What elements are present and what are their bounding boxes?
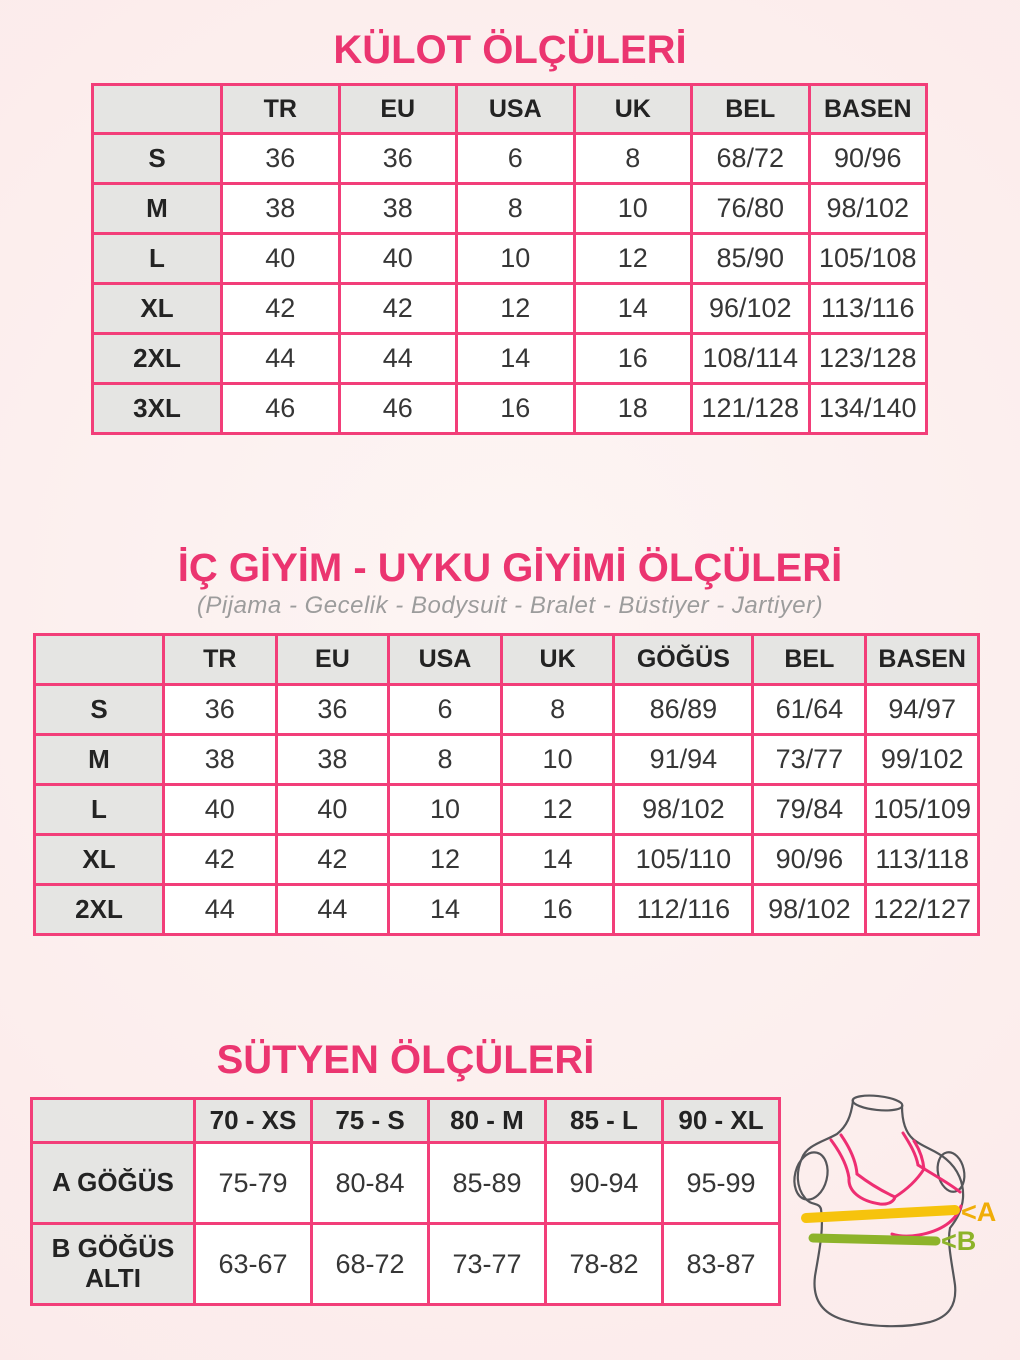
size-cell: 8 [389, 735, 502, 785]
size-cell: 36 [222, 134, 340, 184]
size-cell: 90/96 [809, 134, 927, 184]
size-cell: 61/64 [753, 685, 866, 735]
size-cell: 83-87 [663, 1224, 780, 1305]
table-row [93, 334, 927, 384]
left-arm-cut [790, 1149, 832, 1203]
size-cell: 12 [574, 234, 692, 284]
row-header: 3XL [93, 384, 222, 434]
row-header: 2XL [93, 334, 222, 384]
sutyen-section-title: SÜTYEN ÖLÇÜLERİ [216, 1038, 595, 1082]
size-cell: 40 [339, 234, 457, 284]
size-cell: 44 [276, 885, 389, 935]
size-cell: 8 [501, 685, 614, 735]
size-cell: 12 [389, 835, 502, 885]
column-header: USA [389, 635, 502, 685]
table-row [35, 785, 979, 835]
size-cell: 14 [501, 835, 614, 885]
row-header: S [93, 134, 222, 184]
corner-cell [35, 635, 164, 685]
size-cell: 79/84 [753, 785, 866, 835]
size-cell: 113/116 [809, 284, 927, 334]
size-cell: 121/128 [692, 384, 810, 434]
kulot-section-title: KÜLOT ÖLÇÜLERİ [333, 28, 687, 72]
sutyen-size-table [30, 1097, 781, 1306]
size-cell: 85-89 [429, 1143, 546, 1224]
size-cell: 6 [389, 685, 502, 735]
size-cell: 105/109 [866, 785, 979, 835]
size-cell: 36 [164, 685, 277, 735]
size-cell: 98/102 [753, 885, 866, 935]
size-cell: 112/116 [614, 885, 753, 935]
size-cell: 12 [457, 284, 575, 334]
corner-cell [93, 85, 222, 134]
size-cell: 10 [389, 785, 502, 835]
size-cell: 122/127 [866, 885, 979, 935]
size-cell: 123/128 [809, 334, 927, 384]
ic-giyim-section-subtitle: (Pijama - Gecelik - Bodysuit - Bralet - Büstiyer - Jartiyer) [196, 592, 824, 619]
size-cell: 86/89 [614, 685, 753, 735]
ic-giyim-section-title: İÇ GİYİM - UYKU GİYİMİ ÖLÇÜLERİ [177, 546, 843, 590]
size-cell: 94/97 [866, 685, 979, 735]
table-row [93, 284, 927, 334]
table-row [93, 234, 927, 284]
kulot-size-table [91, 83, 928, 435]
size-cell: 14 [389, 885, 502, 935]
column-header: USA [457, 85, 575, 134]
size-cell: 90-94 [546, 1143, 663, 1224]
size-cell: 44 [339, 334, 457, 384]
table-row [93, 134, 927, 184]
row-header: M [93, 184, 222, 234]
size-cell: 44 [222, 334, 340, 384]
size-cell: 73-77 [429, 1224, 546, 1305]
size-cell: 134/140 [809, 384, 927, 434]
bra-left-cup-top [857, 1174, 895, 1197]
corner-cell [32, 1099, 195, 1143]
size-cell: 38 [164, 735, 277, 785]
underbust-label: <B [941, 1226, 977, 1256]
column-header: GÖĞÜS [614, 635, 753, 685]
column-header: BASEN [866, 635, 979, 685]
column-header: 80 - M [429, 1099, 546, 1143]
size-cell: 38 [276, 735, 389, 785]
row-header: S [35, 685, 164, 735]
bra-left-strap-inner [841, 1135, 857, 1174]
size-cell: 113/118 [866, 835, 979, 885]
size-cell: 68-72 [312, 1224, 429, 1305]
size-cell: 63-67 [195, 1224, 312, 1305]
size-cell: 14 [574, 284, 692, 334]
size-cell: 46 [222, 384, 340, 434]
column-header: 90 - XL [663, 1099, 780, 1143]
size-cell: 99/102 [866, 735, 979, 785]
column-header: EU [276, 635, 389, 685]
size-cell: 90/96 [753, 835, 866, 885]
column-header: BASEN [809, 85, 927, 134]
size-cell: 44 [164, 885, 277, 935]
bra-measurement-diagram [790, 1088, 1020, 1328]
size-cell: 10 [457, 234, 575, 284]
size-cell: 68/72 [692, 134, 810, 184]
size-cell: 16 [501, 885, 614, 935]
size-cell: 96/102 [692, 284, 810, 334]
table-row [32, 1224, 780, 1305]
size-cell: 14 [457, 334, 575, 384]
size-cell: 42 [164, 835, 277, 885]
column-header: TR [222, 85, 340, 134]
size-cell: 16 [574, 334, 692, 384]
size-cell: 10 [501, 735, 614, 785]
size-cell: 46 [339, 384, 457, 434]
size-cell: 98/102 [809, 184, 927, 234]
size-cell: 78-82 [546, 1224, 663, 1305]
table-row [32, 1143, 780, 1224]
column-header: 75 - S [312, 1099, 429, 1143]
row-header: XL [35, 835, 164, 885]
table-row [35, 685, 979, 735]
size-cell: 42 [339, 284, 457, 334]
size-cell: 105/110 [614, 835, 753, 885]
size-cell: 42 [276, 835, 389, 885]
size-cell: 42 [222, 284, 340, 334]
size-cell: 40 [164, 785, 277, 835]
row-header: L [35, 785, 164, 835]
size-cell: 8 [457, 184, 575, 234]
size-cell: 12 [501, 785, 614, 835]
row-header: B GÖĞÜS ALTI [32, 1224, 195, 1305]
size-cell: 18 [574, 384, 692, 434]
underbust-measure-band [813, 1238, 936, 1241]
table-row [35, 885, 979, 935]
size-cell: 40 [222, 234, 340, 284]
size-cell: 6 [457, 134, 575, 184]
table-row [93, 184, 927, 234]
row-header: A GÖĞÜS [32, 1143, 195, 1224]
size-cell: 8 [574, 134, 692, 184]
row-header: M [35, 735, 164, 785]
size-cell: 36 [276, 685, 389, 735]
size-cell: 38 [222, 184, 340, 234]
size-cell: 38 [339, 184, 457, 234]
column-header: 70 - XS [195, 1099, 312, 1143]
size-cell: 91/94 [614, 735, 753, 785]
neck-cut [852, 1093, 903, 1112]
ic-giyim-size-table [33, 633, 980, 936]
table-row [93, 384, 927, 434]
column-header: TR [164, 635, 277, 685]
column-header: 85 - L [546, 1099, 663, 1143]
size-cell: 108/114 [692, 334, 810, 384]
bust-measure-band [806, 1210, 955, 1218]
column-header: BEL [692, 85, 810, 134]
size-cell: 40 [276, 785, 389, 835]
size-cell: 95-99 [663, 1143, 780, 1224]
column-header: UK [574, 85, 692, 134]
row-header: 2XL [35, 885, 164, 935]
size-cell: 10 [574, 184, 692, 234]
bust-label: <A [961, 1197, 997, 1227]
size-cell: 80-84 [312, 1143, 429, 1224]
bra-left-cup-bottom [849, 1178, 895, 1204]
row-header: XL [93, 284, 222, 334]
size-cell: 76/80 [692, 184, 810, 234]
size-cell: 75-79 [195, 1143, 312, 1224]
size-cell: 16 [457, 384, 575, 434]
size-cell: 98/102 [614, 785, 753, 835]
column-header: EU [339, 85, 457, 134]
size-cell: 73/77 [753, 735, 866, 785]
table-row [35, 835, 979, 885]
table-row [35, 735, 979, 785]
size-cell: 85/90 [692, 234, 810, 284]
column-header: UK [501, 635, 614, 685]
size-cell: 105/108 [809, 234, 927, 284]
column-header: BEL [753, 635, 866, 685]
row-header: L [93, 234, 222, 284]
bra-right-cup-inner [895, 1169, 924, 1197]
size-cell: 36 [339, 134, 457, 184]
